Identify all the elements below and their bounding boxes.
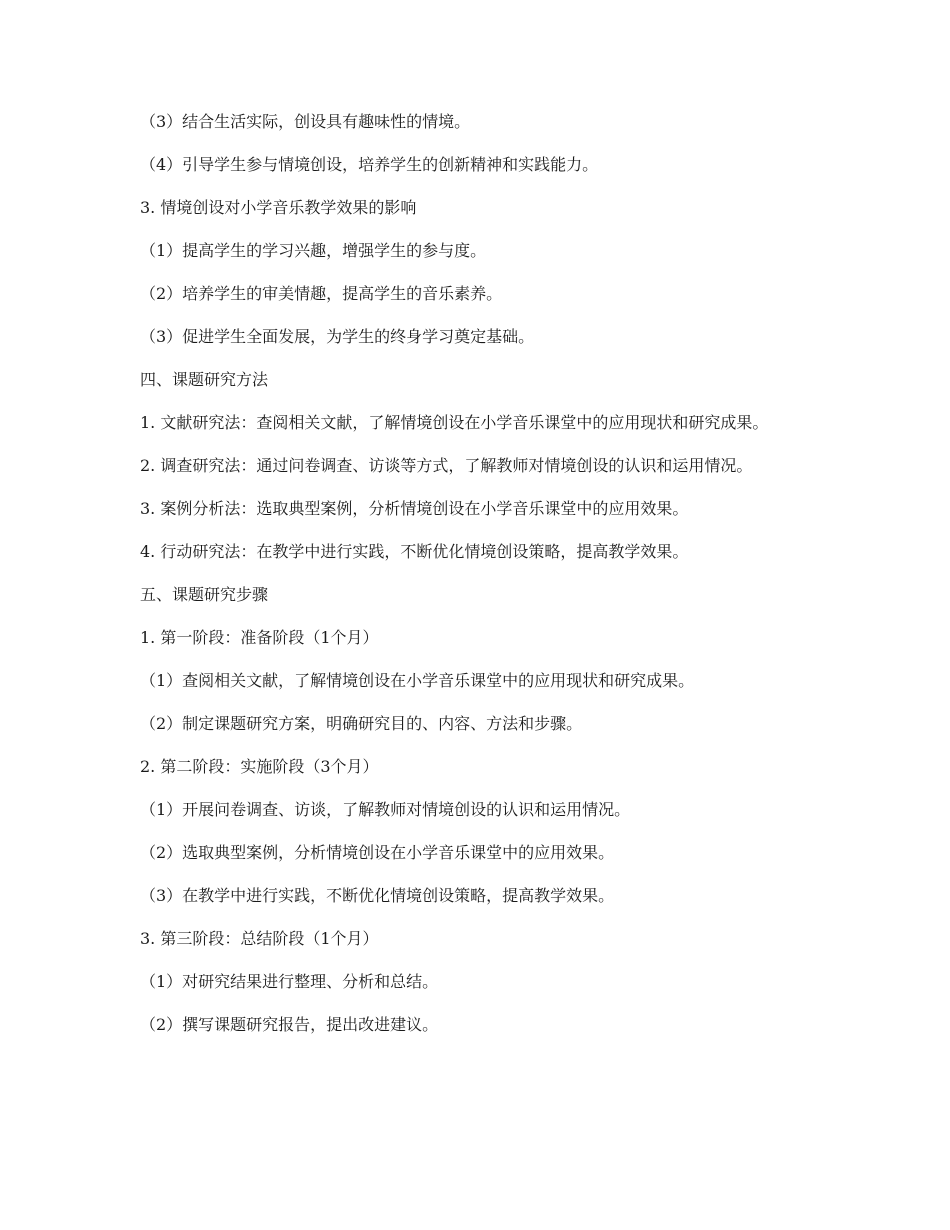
method-1-literature: 1. 文献研究法：查阅相关文献，了解情境创设在小学音乐课堂中的应用现状和研究成果。 [140,413,769,432]
document-body [140,108,810,1054]
stage-1-item-1: （1）查阅相关文献，了解情境创设在小学音乐课堂中的应用现状和研究成果。 [140,671,695,690]
list-item-3-lifelike-context: （3）结合生活实际，创设具有趣味性的情境。 [140,112,471,131]
section-heading-research-methods: 四、课题研究方法 [140,370,269,389]
section-heading-research-steps: 五、课题研究步骤 [140,585,269,604]
stage-2-item-3: （3）在教学中进行实践，不断优化情境创设策略，提高教学效果。 [140,886,615,905]
stage-3-item-2: （2）撰写课题研究报告，提出改进建议。 [140,1015,439,1034]
list-item-4-student-participation: （4）引导学生参与情境创设，培养学生的创新精神和实践能力。 [140,155,599,174]
stage-2-item-2: （2）选取典型案例，分析情境创设在小学音乐课堂中的应用效果。 [140,843,615,862]
stage-2-heading: 2. 第二阶段：实施阶段（3个月） [140,757,379,776]
method-3-case-analysis: 3. 案例分析法：选取典型案例，分析情境创设在小学音乐课堂中的应用效果。 [140,499,689,518]
stage-3-item-1: （1）对研究结果进行整理、分析和总结。 [140,972,439,991]
list-item-1-interest: （1）提高学生的学习兴趣，增强学生的参与度。 [140,241,487,260]
stage-2-item-1: （1）开展问卷调查、访谈，了解教师对情境创设的认识和运用情况。 [140,800,631,819]
list-item-2-aesthetics: （2）培养学生的审美情趣，提高学生的音乐素养。 [140,284,503,303]
list-item-3-development: （3）促进学生全面发展，为学生的终身学习奠定基础。 [140,327,535,346]
subsection-heading-3-impact: 3. 情境创设对小学音乐教学效果的影响 [140,198,417,217]
stage-1-item-2: （2）制定课题研究方案，明确研究目的、内容、方法和步骤。 [140,714,583,733]
method-4-action-research: 4. 行动研究法：在教学中进行实践，不断优化情境创设策略，提高教学效果。 [140,542,689,561]
stage-3-heading: 3. 第三阶段：总结阶段（1个月） [140,929,379,948]
method-2-survey: 2. 调查研究法：通过问卷调查、访谈等方式，了解教师对情境创设的认识和运用情况。 [140,456,753,475]
stage-1-heading: 1. 第一阶段：准备阶段（1个月） [140,628,379,647]
